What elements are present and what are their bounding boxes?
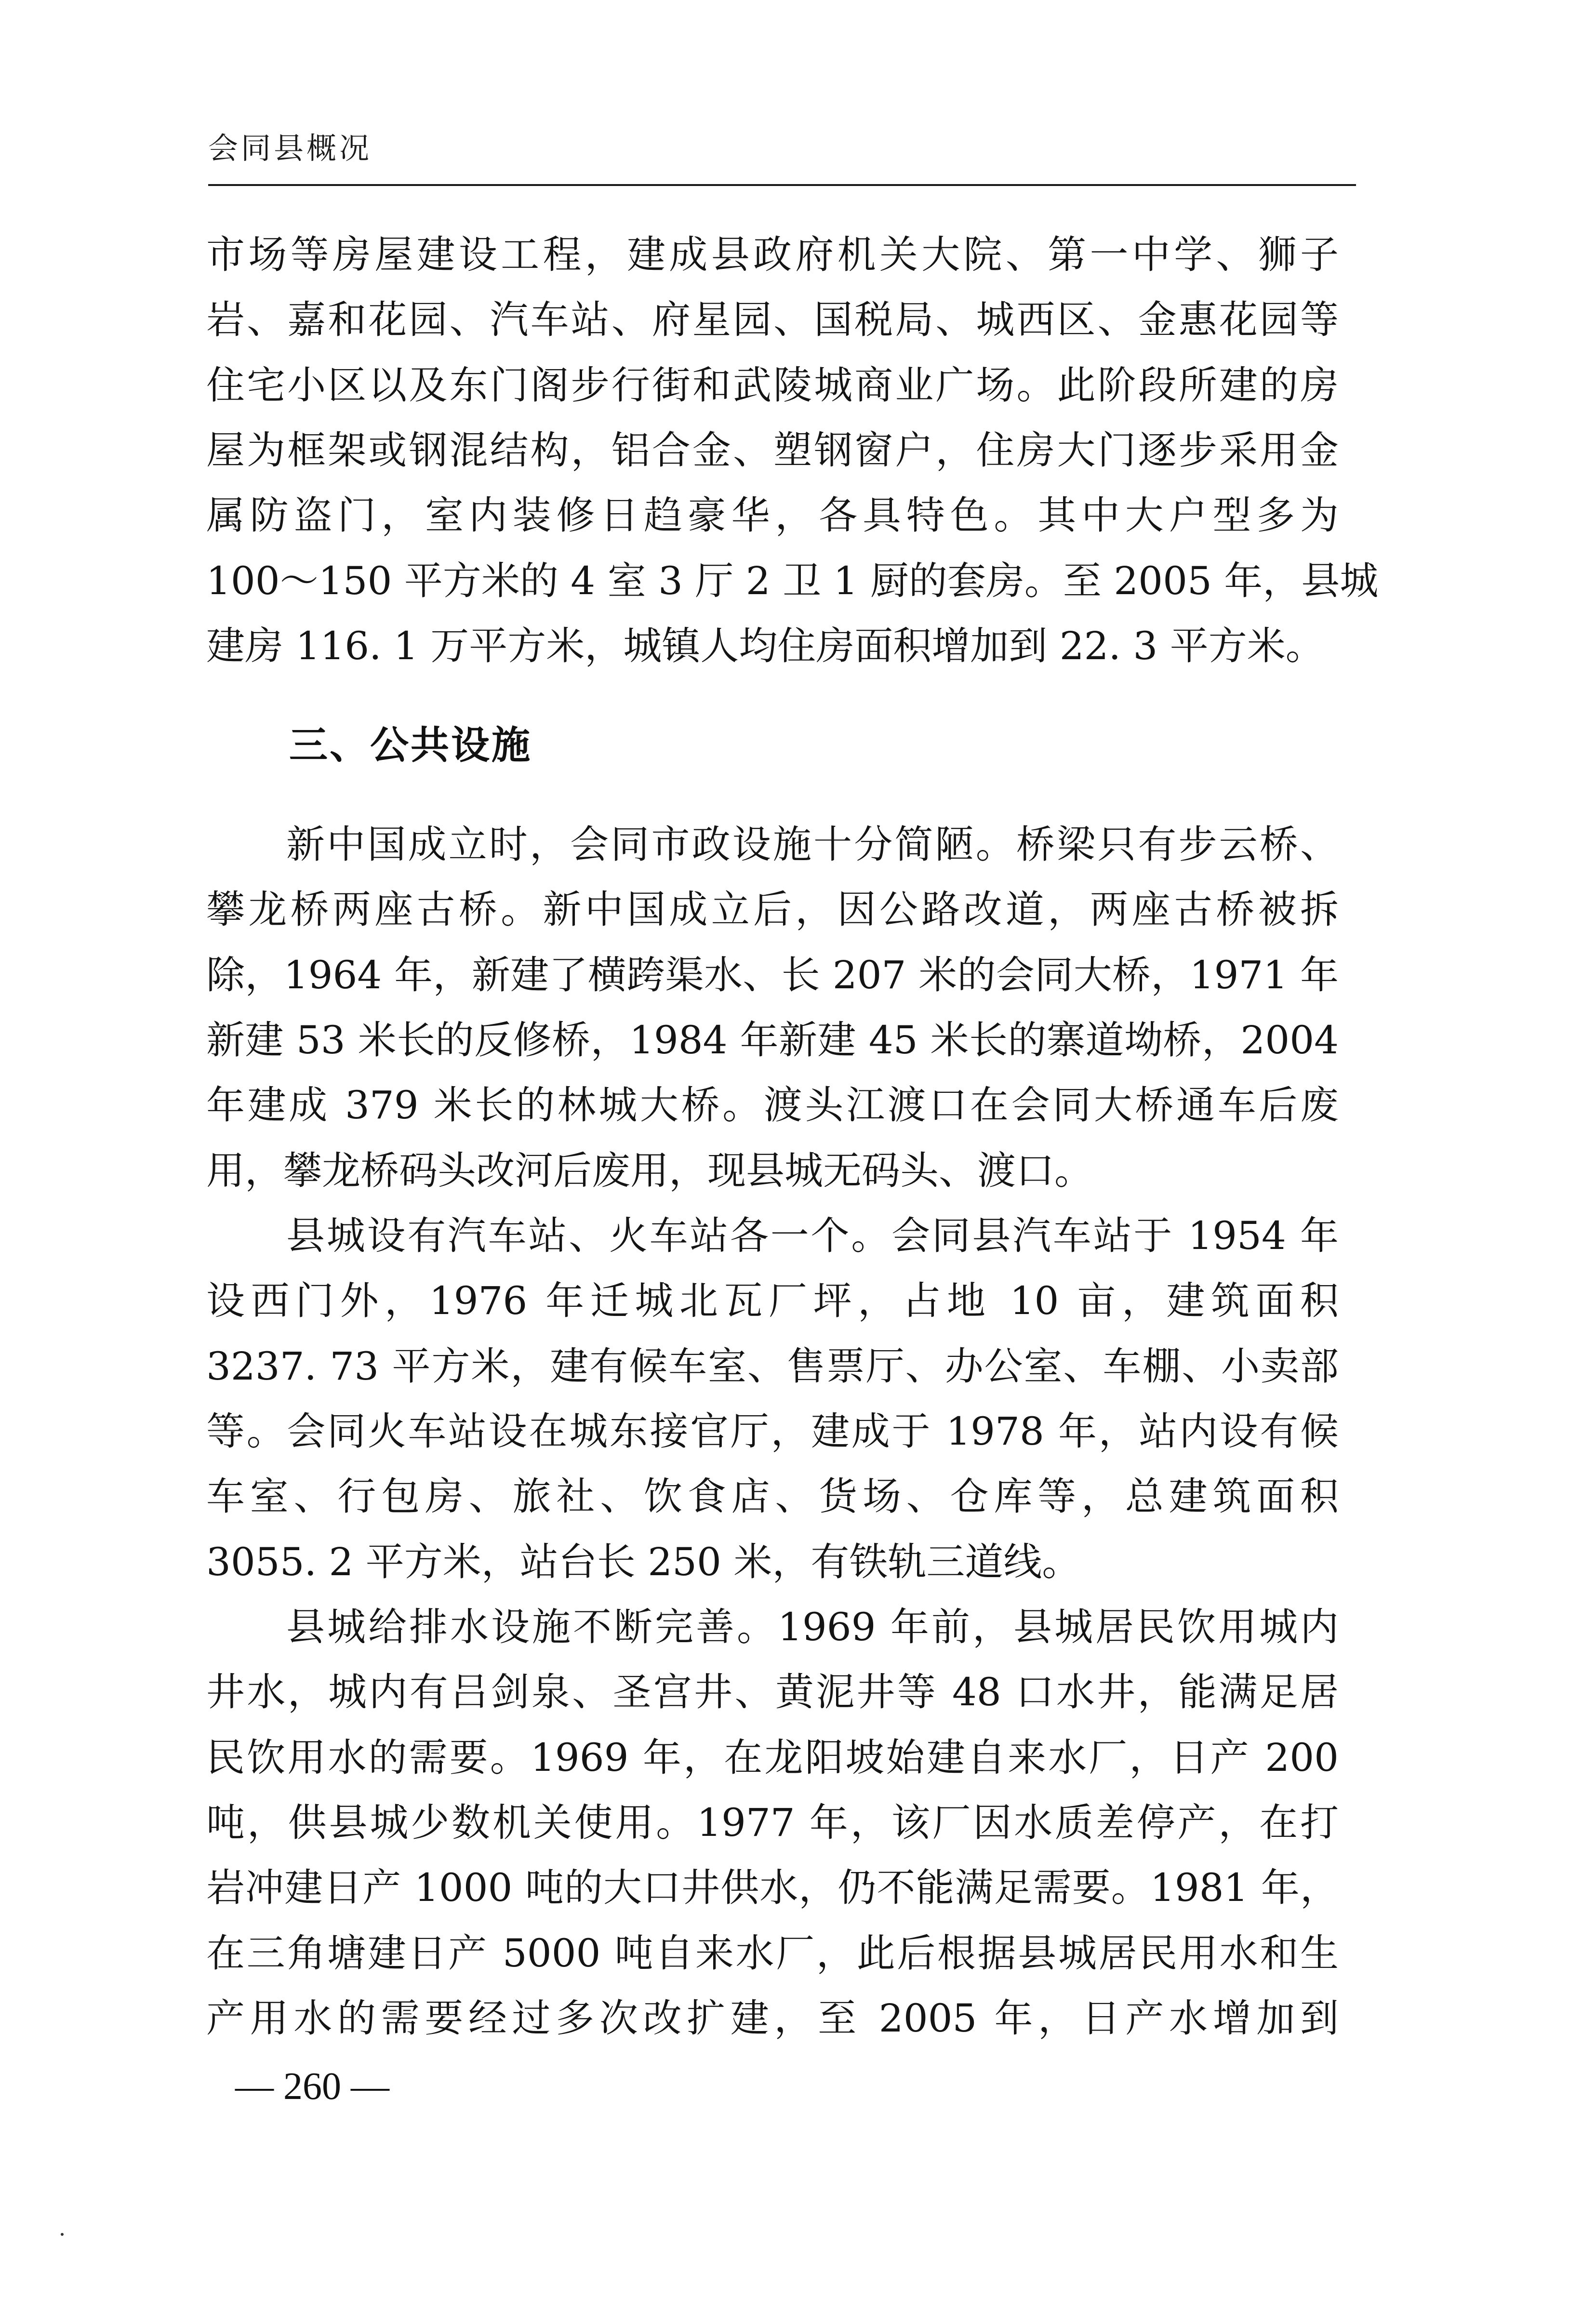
paragraph-line: 100～150 平方米的 4 室 3 厅 2 卫 1 厨的套房。至 2005 年，县城 bbox=[206, 558, 1379, 603]
paragraph-line: 岩、嘉和花园、汽车站、府星园、国税局、城西区、金惠花园等 bbox=[206, 297, 1339, 342]
paragraph-first-line: 新中国成立时，会同市政设施十分简陋。桥梁只有步云桥、 bbox=[286, 822, 1339, 867]
paragraph-line: 3237. 73 平方米，建有候车室、售票厅、办公室、车棚、小卖部 bbox=[206, 1344, 1339, 1389]
page-number: — 260 — bbox=[235, 2065, 389, 2108]
paragraph-line: 屋为框架或钢混结构，铝合金、塑钢窗户，住房大门逐步采用金 bbox=[206, 428, 1339, 473]
paragraph-line: 吨，供县城少数机关使用。1977 年，该厂因水质差停产，在打 bbox=[206, 1800, 1339, 1845]
paragraph-line: 井水，城内有吕剑泉、圣宫井、黄泥井等 48 口水井，能满足居 bbox=[206, 1670, 1339, 1714]
paragraph-line: 市场等房屋建设工程，建成县政府机关大院、第一中学、狮子 bbox=[206, 232, 1339, 277]
paragraph-first-line: 县城给排水设施不断完善。1969 年前，县城居民饮用城内 bbox=[286, 1605, 1339, 1649]
paragraph-line: 除，1964 年，新建了横跨渠水、长 207 米的会同大桥，1971 年 bbox=[206, 953, 1339, 997]
paragraph-line: 产用水的需要经过多次改扩建，至 2005 年，日产水增加到 bbox=[206, 1996, 1339, 2041]
paragraph-line: 民饮用水的需要。1969 年，在龙阳坡始建自来水厂，日产 200 bbox=[206, 1735, 1339, 1780]
paragraph-line: 攀龙桥两座古桥。新中国成立后，因公路改道，两座古桥被拆 bbox=[206, 887, 1339, 932]
header-rule bbox=[208, 184, 1356, 186]
paragraph-line: 等。会同火车站设在城东接官厅，建成于 1978 年，站内设有候 bbox=[206, 1409, 1339, 1454]
paragraph-line: 岩冲建日产 1000 吨的大口井供水，仍不能满足需要。1981 年， bbox=[206, 1865, 1339, 1910]
paragraph-line: 年建成 379 米长的林城大桥。渡头江渡口在会同大桥通车后废 bbox=[206, 1083, 1339, 1128]
paragraph-line: 用，攀龙桥码头改河后废用，现县城无码头、渡口。 bbox=[206, 1148, 1093, 1193]
section-heading: 三、公共设施 bbox=[289, 723, 532, 768]
paragraph-line: 3055. 2 平方米，站台长 250 米，有铁轨三道线。 bbox=[206, 1540, 1081, 1584]
paragraph-line: 新建 53 米长的反修桥，1984 年新建 45 米长的寨道坳桥，2004 bbox=[206, 1018, 1339, 1062]
running-head: 会同县概况 bbox=[208, 131, 372, 166]
paragraph-line: 属防盗门，室内装修日趋豪华，各具特色。其中大户型多为 bbox=[206, 493, 1339, 538]
paragraph-line: 车室、行包房、旅社、饮食店、货场、仓库等，总建筑面积 bbox=[206, 1474, 1339, 1519]
paragraph-line: 在三角塘建日产 5000 吨自来水厂，此后根据县城居民用水和生 bbox=[206, 1931, 1339, 1976]
paragraph-line: 建房 116. 1 万平方米，城镇人均住房面积增加到 22. 3 平方米。 bbox=[206, 624, 1324, 668]
scan-speck bbox=[61, 2233, 64, 2236]
paragraph-line: 住宅小区以及东门阁步行街和武陵城商业广场。此阶段所建的房 bbox=[206, 363, 1339, 408]
paragraph-first-line: 县城设有汽车站、火车站各一个。会同县汽车站于 1954 年 bbox=[286, 1213, 1339, 1258]
paragraph-line: 设西门外，1976 年迁城北瓦厂坪，占地 10 亩，建筑面积 bbox=[206, 1278, 1339, 1323]
